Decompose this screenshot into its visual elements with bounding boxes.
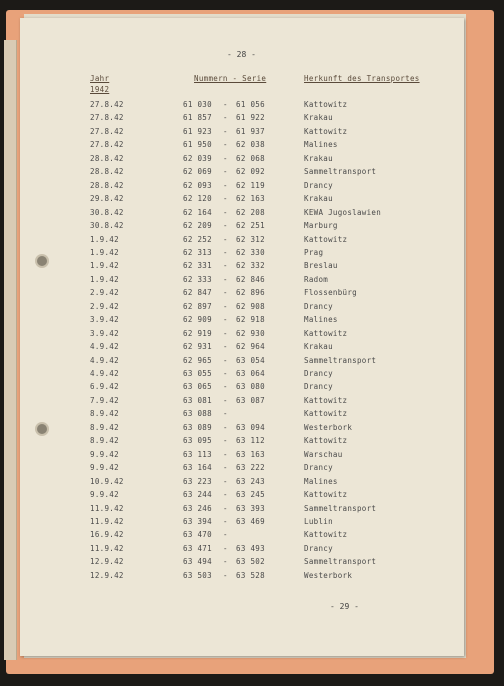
row-origin: Krakau xyxy=(304,342,333,352)
row-date: 1.9.42 xyxy=(90,274,119,284)
row-dash: - xyxy=(223,100,228,109)
row-dash: - xyxy=(223,234,228,244)
table-row xyxy=(20,436,464,449)
row-dash: - xyxy=(223,315,228,325)
table-row xyxy=(20,504,464,517)
row-origin: Malines xyxy=(304,140,338,150)
table-row xyxy=(20,517,464,530)
table-row xyxy=(20,248,464,261)
row-date: 9.9.42 xyxy=(90,449,119,459)
row-dash: - xyxy=(223,113,228,123)
row-number-from: 61 950 xyxy=(183,140,212,150)
row-dash: - xyxy=(223,288,228,298)
row-number-from: 62 252 xyxy=(183,234,212,244)
row-origin: Flossenbürg xyxy=(304,288,357,298)
row-date: 4.9.42 xyxy=(90,369,119,378)
row-number-from: 63 223 xyxy=(183,476,212,486)
row-number-from: 63 055 xyxy=(183,369,212,378)
row-dash: - xyxy=(223,342,228,352)
row-number-from: 62 897 xyxy=(183,301,212,311)
row-date: 1.9.42 xyxy=(90,234,119,244)
row-number-from: 62 093 xyxy=(183,180,212,190)
row-number-from: 61 030 xyxy=(183,100,212,109)
row-origin: Krakau xyxy=(304,113,333,123)
header-numbers: Nummern - Serie xyxy=(194,74,267,83)
table-row xyxy=(20,113,464,126)
row-dash: - xyxy=(223,126,228,136)
row-number-to: 63 393 xyxy=(236,503,265,513)
row-number-from: 63 065 xyxy=(183,382,212,392)
row-date: 9.9.42 xyxy=(90,490,119,500)
row-dash: - xyxy=(223,140,228,150)
table-row xyxy=(20,275,464,288)
row-date: 29.8.42 xyxy=(90,194,124,204)
row-date: 1.9.42 xyxy=(90,261,119,271)
row-date: 9.9.42 xyxy=(90,463,119,473)
row-date: 28.8.42 xyxy=(90,180,124,190)
row-origin: Kattowitz xyxy=(304,530,348,540)
table-row xyxy=(20,221,464,234)
row-origin: Kattowitz xyxy=(304,126,348,136)
row-number-from: 63 081 xyxy=(183,395,212,405)
table-row xyxy=(20,329,464,342)
row-date: 7.9.42 xyxy=(90,395,119,405)
row-origin: Sammeltransport xyxy=(304,167,377,177)
row-number-from: 62 333 xyxy=(183,274,212,284)
table-row xyxy=(20,571,464,584)
row-origin: KEWA Jugoslawien xyxy=(304,207,382,217)
row-dash: - xyxy=(223,274,228,284)
table-row xyxy=(20,288,464,301)
row-date: 8.9.42 xyxy=(90,422,119,432)
row-number-to: 63 245 xyxy=(236,490,265,500)
row-dash: - xyxy=(223,301,228,311)
row-date: 12.9.42 xyxy=(90,570,124,580)
table-row xyxy=(20,208,464,221)
row-dash: - xyxy=(223,516,228,526)
row-number-from: 63 244 xyxy=(183,490,212,500)
binder-hole-top xyxy=(35,254,49,268)
row-number-to: 63 528 xyxy=(236,570,265,580)
row-number-to: 63 064 xyxy=(236,369,265,378)
table-row xyxy=(20,181,464,194)
row-date: 10.9.42 xyxy=(90,476,124,486)
row-dash: - xyxy=(223,328,228,338)
row-origin: Sammeltransport xyxy=(304,557,377,567)
row-dash: - xyxy=(223,395,228,405)
table-row xyxy=(20,544,464,557)
row-origin: Drancy xyxy=(304,301,333,311)
row-origin: Krakau xyxy=(304,153,333,163)
row-origin: Drancy xyxy=(304,463,333,473)
table-row xyxy=(20,557,464,570)
row-number-from: 61 923 xyxy=(183,126,212,136)
row-dash: - xyxy=(223,422,228,432)
row-number-to: 61 937 xyxy=(236,126,265,136)
table-row xyxy=(20,100,464,113)
row-number-to: 62 330 xyxy=(236,247,265,257)
row-number-to: 62 119 xyxy=(236,180,265,190)
row-number-from: 61 857 xyxy=(183,113,212,123)
row-number-from: 62 039 xyxy=(183,153,212,163)
row-number-to: 62 312 xyxy=(236,234,265,244)
row-origin: Drancy xyxy=(304,180,333,190)
table-row xyxy=(20,477,464,490)
row-number-to: 63 222 xyxy=(236,463,265,473)
row-origin: Kattowitz xyxy=(304,436,348,446)
row-number-from: 63 246 xyxy=(183,503,212,513)
table-row xyxy=(20,530,464,543)
row-date: 28.8.42 xyxy=(90,153,124,163)
row-origin: Sammeltransport xyxy=(304,355,377,365)
row-origin: Malines xyxy=(304,315,338,325)
row-date: 27.8.42 xyxy=(90,126,124,136)
row-dash: - xyxy=(223,476,228,486)
row-number-from: 63 471 xyxy=(183,543,212,553)
row-number-to: 62 038 xyxy=(236,140,265,150)
row-date: 4.9.42 xyxy=(90,342,119,352)
table-row xyxy=(20,396,464,409)
row-number-to: 63 469 xyxy=(236,516,265,526)
row-number-to: 62 332 xyxy=(236,261,265,271)
row-date: 1.9.42 xyxy=(90,247,119,257)
row-number-to: 62 918 xyxy=(236,315,265,325)
row-date: 8.9.42 xyxy=(90,436,119,446)
row-number-to: 63 163 xyxy=(236,449,265,459)
row-date: 4.9.42 xyxy=(90,355,119,365)
row-number-from: 63 113 xyxy=(183,449,212,459)
row-origin: Kattowitz xyxy=(304,234,348,244)
document-page xyxy=(20,18,464,656)
row-date: 27.8.42 xyxy=(90,100,124,109)
row-dash: - xyxy=(223,503,228,513)
row-dash: - xyxy=(223,221,228,231)
row-number-to: 62 908 xyxy=(236,301,265,311)
row-number-to: 63 087 xyxy=(236,395,265,405)
table-row xyxy=(20,194,464,207)
row-number-to: 62 092 xyxy=(236,167,265,177)
row-number-from: 62 164 xyxy=(183,207,212,217)
row-dash: - xyxy=(223,355,228,365)
row-dash: - xyxy=(223,194,228,204)
page-number-top: - 28 - xyxy=(227,50,256,59)
row-number-from: 62 909 xyxy=(183,315,212,325)
row-dash: - xyxy=(223,369,228,378)
table-row xyxy=(20,302,464,315)
table-row xyxy=(20,261,464,274)
row-date: 3.9.42 xyxy=(90,315,119,325)
row-date: 11.9.42 xyxy=(90,516,124,526)
row-number-from: 63 164 xyxy=(183,463,212,473)
row-dash: - xyxy=(223,543,228,553)
left-page-edge xyxy=(4,40,17,660)
row-origin: Drancy xyxy=(304,543,333,553)
row-dash: - xyxy=(223,261,228,271)
row-number-from: 62 120 xyxy=(183,194,212,204)
row-dash: - xyxy=(223,180,228,190)
row-origin: Krakau xyxy=(304,194,333,204)
row-number-from: 62 313 xyxy=(183,247,212,257)
row-origin: Malines xyxy=(304,476,338,486)
row-origin: Sammeltransport xyxy=(304,503,377,513)
row-origin: Warschau xyxy=(304,449,343,459)
row-number-to: 63 054 xyxy=(236,355,265,365)
row-origin: Drancy xyxy=(304,382,333,392)
row-dash: - xyxy=(223,153,228,163)
row-number-from: 62 919 xyxy=(183,328,212,338)
row-origin: Lublin xyxy=(304,516,333,526)
row-origin: Breslau xyxy=(304,261,338,271)
row-dash: - xyxy=(223,207,228,217)
row-dash: - xyxy=(223,247,228,257)
row-number-from: 62 331 xyxy=(183,261,212,271)
row-number-to: 62 930 xyxy=(236,328,265,338)
row-number-from: 63 089 xyxy=(183,422,212,432)
row-origin: Kattowitz xyxy=(304,100,348,109)
row-number-from: 63 470 xyxy=(183,530,212,540)
row-origin: Kattowitz xyxy=(304,395,348,405)
row-number-from: 62 965 xyxy=(183,355,212,365)
row-number-from: 62 069 xyxy=(183,167,212,177)
row-origin: Westerbork xyxy=(304,570,353,580)
row-number-to: 62 208 xyxy=(236,207,265,217)
binder-hole-bottom xyxy=(35,422,49,436)
table-row xyxy=(20,235,464,248)
row-number-from: 62 847 xyxy=(183,288,212,298)
row-date: 2.9.42 xyxy=(90,301,119,311)
table-row xyxy=(20,315,464,328)
row-date: 28.8.42 xyxy=(90,167,124,177)
row-dash: - xyxy=(223,490,228,500)
table-row xyxy=(20,167,464,180)
row-date: 8.9.42 xyxy=(90,409,119,419)
row-date: 2.9.42 xyxy=(90,288,119,298)
header-year: Jahr xyxy=(90,74,110,83)
row-origin: Prag xyxy=(304,247,324,257)
row-origin: Kattowitz xyxy=(304,409,348,419)
table-row xyxy=(20,382,464,395)
row-number-to: 62 846 xyxy=(236,274,265,284)
row-date: 27.8.42 xyxy=(90,113,124,123)
row-date: 11.9.42 xyxy=(90,543,124,553)
row-dash: - xyxy=(223,557,228,567)
row-date: 6.9.42 xyxy=(90,382,119,392)
row-dash: - xyxy=(223,463,228,473)
row-origin: Kattowitz xyxy=(304,490,348,500)
row-date: 12.9.42 xyxy=(90,557,124,567)
row-date: 30.8.42 xyxy=(90,207,124,217)
row-origin: Radom xyxy=(304,274,329,284)
row-number-to: 61 056 xyxy=(236,100,265,109)
row-dash: - xyxy=(223,570,228,580)
table-row xyxy=(20,154,464,167)
row-dash: - xyxy=(223,436,228,446)
header-origin: Herkunft des Transportes xyxy=(304,74,420,83)
table-row xyxy=(20,356,464,369)
table-row xyxy=(20,409,464,422)
row-number-to: 62 068 xyxy=(236,153,265,163)
row-number-to: 63 243 xyxy=(236,476,265,486)
row-date: 27.8.42 xyxy=(90,140,124,150)
table-row xyxy=(20,140,464,153)
row-number-from: 63 494 xyxy=(183,557,212,567)
row-date: 3.9.42 xyxy=(90,328,119,338)
row-number-from: 62 209 xyxy=(183,221,212,231)
table-row xyxy=(20,342,464,355)
row-number-to: 63 493 xyxy=(236,543,265,553)
table-row xyxy=(20,490,464,503)
row-origin: Marburg xyxy=(304,221,338,231)
row-number-to: 62 163 xyxy=(236,194,265,204)
row-dash: - xyxy=(223,382,228,392)
row-date: 30.8.42 xyxy=(90,221,124,231)
row-dash: - xyxy=(223,530,228,540)
row-number-to: 62 251 xyxy=(236,221,265,231)
row-origin: Westerbork xyxy=(304,422,353,432)
row-origin: Kattowitz xyxy=(304,328,348,338)
row-number-to: 62 964 xyxy=(236,342,265,352)
table-row xyxy=(20,450,464,463)
row-number-from: 62 931 xyxy=(183,342,212,352)
row-date: 11.9.42 xyxy=(90,503,124,513)
row-number-from: 63 088 xyxy=(183,409,212,419)
row-number-to: 63 502 xyxy=(236,557,265,567)
row-number-to: 63 080 xyxy=(236,382,265,392)
row-number-to: 63 094 xyxy=(236,422,265,432)
table-row xyxy=(20,463,464,476)
page-number-bottom: - 29 - xyxy=(330,602,359,611)
row-dash: - xyxy=(223,167,228,177)
row-dash: - xyxy=(223,449,228,459)
row-number-to: 63 112 xyxy=(236,436,265,446)
row-dash: - xyxy=(223,409,228,419)
row-number-to: 61 922 xyxy=(236,113,265,123)
row-number-from: 63 095 xyxy=(183,436,212,446)
table-row xyxy=(20,127,464,140)
table-row xyxy=(20,423,464,436)
row-origin: Drancy xyxy=(304,369,333,378)
row-number-from: 63 394 xyxy=(183,516,212,526)
header-year-value: 1942 xyxy=(90,85,110,94)
row-number-from: 63 503 xyxy=(183,570,212,580)
row-number-to: 62 896 xyxy=(236,288,265,298)
table-row xyxy=(20,369,464,382)
row-date: 16.9.42 xyxy=(90,530,124,540)
